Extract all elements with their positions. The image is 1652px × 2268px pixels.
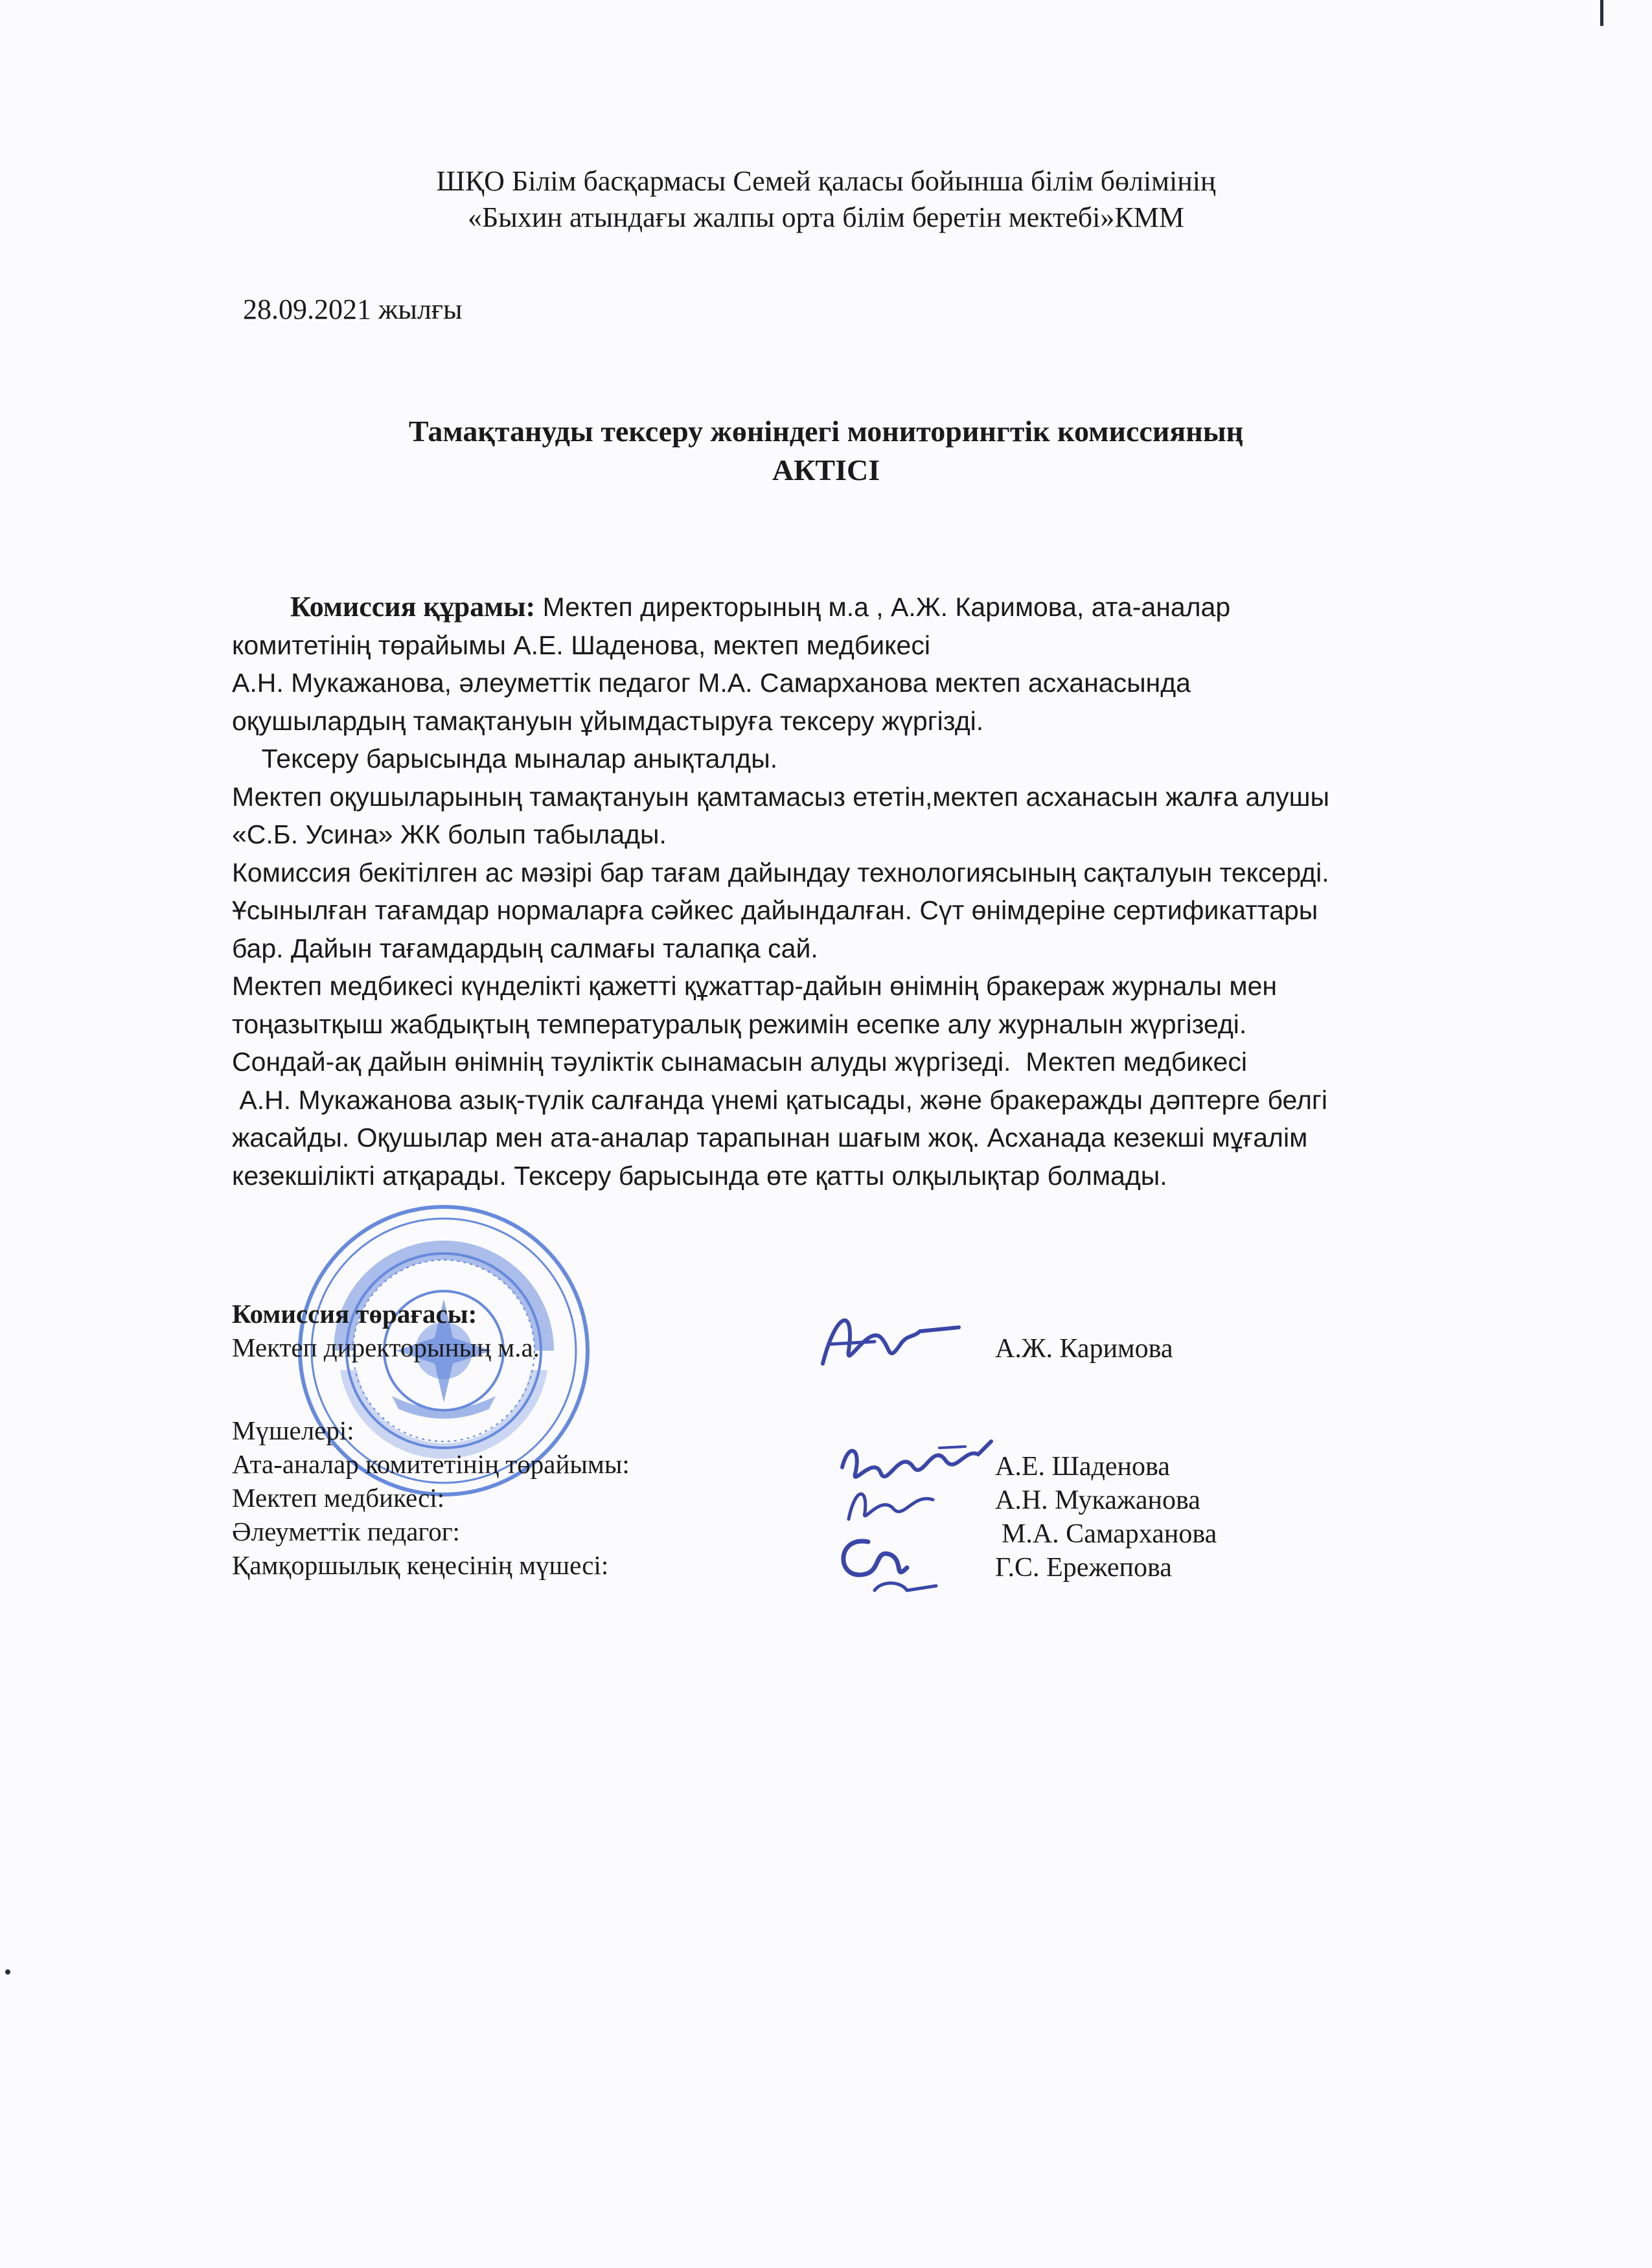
commission-lead-label: Комиссия құрамы:: [290, 591, 536, 623]
chair-role: Мектеп директорының м.а.: [232, 1333, 540, 1362]
header-line-2: «Быхин атындағы жалпы орта білім беретін мектебі»КММ: [468, 201, 1184, 233]
body-line: Комиссия бекітілген ас мәзірі бар тағам дайындау технологиясының сақталуын тексерді.: [232, 857, 1329, 888]
body-line: оқушылардың тамақтануын ұйымдастыруға тексеру жүргізді.: [232, 705, 984, 736]
body-line: Мектеп медбикесі күнделікті қажетті құжаттар-дайын өнімнің бракераж журналы мен: [232, 971, 1278, 1001]
body-line: Ұсынылған тағамдар нормаларға сәйкес дайындалған. Сүт өнімдеріне сертификаттары: [232, 895, 1318, 925]
body-line: бар. Дайын тағамдардың салмағы талапқа сай.: [232, 933, 818, 963]
body-line: Тексеру барысында мыналар анықталды.: [232, 744, 778, 773]
document-date: 28.09.2021 жылғы: [243, 293, 463, 325]
body-line: А.Н. Мукажанова, әлеуметтік педагог М.А. Самарханова мектеп асханасында: [232, 668, 1191, 698]
member-name: А.Е. Шаденова: [995, 1452, 1170, 1482]
member-role: Қамқоршылық кеңесінің мүшесі:: [232, 1550, 609, 1580]
chair-name: А.Ж. Каримова: [995, 1334, 1173, 1364]
body-line: кезекшілікті атқарады. Тексеру барысында өте қатты олқылықтар болмады.: [232, 1160, 1167, 1191]
members-label: Мүшелері:: [232, 1415, 354, 1445]
body-line: Сондай-ақ дайын өнімнің тәуліктік сынамасын алуды жүргізеді. Мектеп медбикесі: [232, 1047, 1247, 1077]
member-name: Г.С. Ережепова: [995, 1553, 1172, 1583]
member-role: Әлеуметтік педагог:: [232, 1517, 460, 1546]
body-line: Комиссия құрамы: Мектеп директорының м.а , А.Ж. Каримова, ата-аналар: [290, 591, 1231, 623]
member-name: А.Н. Мукажанова: [995, 1485, 1200, 1515]
body-line: тоңазытқыш жабдықтың температуралық режимін есепке алу журналын жүргізеді.: [232, 1009, 1247, 1039]
member-name: М.А. Самарханова: [1002, 1519, 1217, 1549]
title-line-1: Тамақтануды тексеру жөніндегі мониторингтік комиссияның: [408, 415, 1244, 448]
body-line: «С.Б. Усина» ЖК болып табылады.: [232, 819, 667, 849]
title-line-2: АКТІСІ: [772, 453, 880, 487]
signature-block: [232, 1296, 1398, 1620]
member-role: Ата-аналар комитетінің төрайымы:: [232, 1449, 630, 1479]
body-line: жасайды. Оқушылар мен ата-аналар тарапынан шағым жоқ. Асханада кезекші мұғалім: [232, 1123, 1308, 1152]
chair-label: Комиссия төрағасы:: [232, 1299, 477, 1329]
scan-dot-mark: [5, 1969, 10, 1975]
body-line: комитетінің төрайымы А.Е. Шаденова, мектеп медбикесі: [232, 630, 930, 660]
act-body: [232, 588, 1450, 1195]
member-role: Мектеп медбикесі:: [232, 1483, 445, 1513]
header-line-1: ШҚО Білім басқармасы Семей қаласы бойынша білім бөлімінің: [436, 165, 1216, 197]
body-line: А.Н. Мукажанова азық-түлік салғанда үнемі қатысады, және бракеражды дәптерге белгі: [232, 1084, 1327, 1115]
body-line: Мектеп оқушыларының тамақтануын қамтамасыз ететін,мектеп асханасын жалға алушы: [232, 781, 1329, 812]
scan-edge-mark: [1600, 0, 1603, 26]
